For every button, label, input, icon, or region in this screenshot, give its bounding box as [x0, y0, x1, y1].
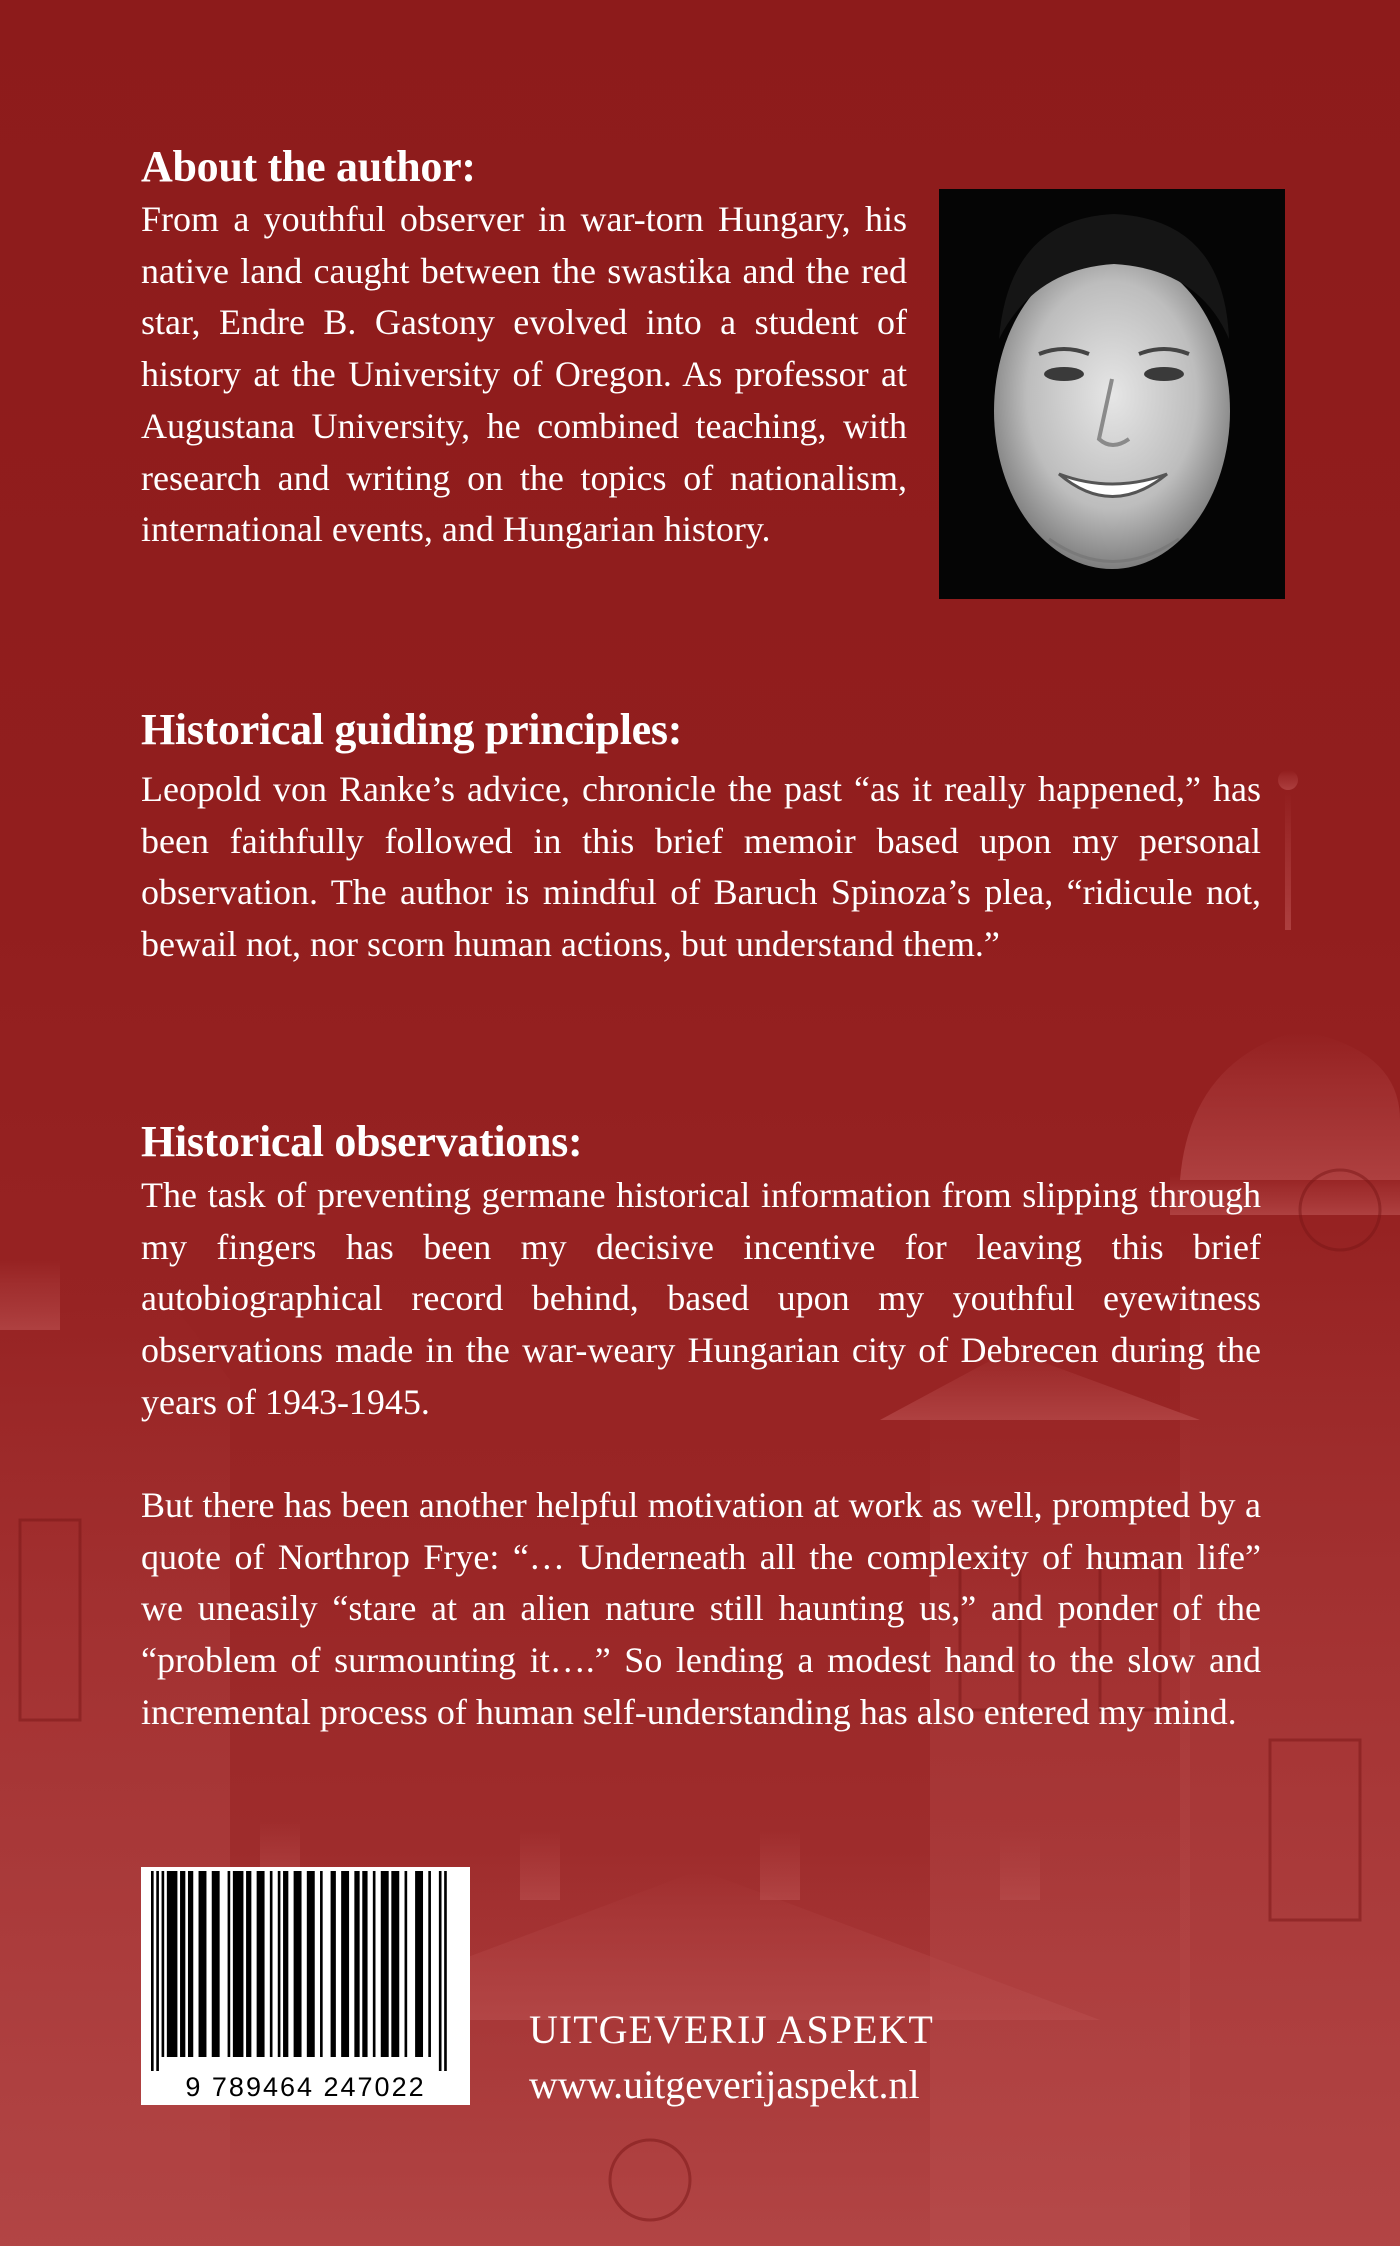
barcode-bar — [341, 1871, 349, 2057]
guiding-principles-heading: Historical guiding principles: — [141, 705, 683, 754]
barcode-bar — [354, 1871, 359, 2057]
barcode-bar — [294, 1871, 302, 2057]
barcode-bar — [257, 1871, 265, 2057]
barcode-bar — [283, 1871, 288, 2057]
barcode-guard-bar — [151, 1871, 154, 2071]
about-author-text: From a youthful observer in war-torn Hungary, his native land caught between the swastika and the red star, Endre B. Gastony evolved into a student of history at the University of Oregon. As professor at Augustana University, he combined teaching, with research and writing on the topics of nationalism, international events, and Hungarian history. — [141, 199, 907, 550]
barcode-bar — [228, 1871, 231, 2057]
barcode-bar — [428, 1871, 431, 2057]
author-photo — [939, 189, 1285, 599]
barcode-bar — [162, 1871, 165, 2057]
isbn-number: 9 789464 247022 — [185, 2072, 426, 2102]
barcode-bar — [270, 1871, 273, 2057]
barcode-bar — [331, 1871, 336, 2057]
barcode-bar — [362, 1871, 367, 2057]
barcode-bar — [199, 1871, 207, 2057]
barcode-bar — [278, 1871, 281, 2057]
isbn-barcode — [141, 1867, 470, 2105]
barcode-bar — [180, 1871, 185, 2057]
barcode-bar — [188, 1871, 193, 2057]
barcode-bar — [381, 1871, 389, 2057]
barcode-bars — [141, 1867, 470, 2105]
barcode-bar — [320, 1871, 323, 2057]
motivation-text: But there has been another helpful motivation at work as well, prompted by a quote of Northrop Frye: “… Underneath all the complexity of human life” we uneasily “stare at an alien nature still haunting us,” and ponder of the “problem of surmounting it….” So lending a modest hand to the slow and incremental process of human self-understanding has also entered my mind. — [141, 1485, 1261, 1732]
historical-observations-heading: Historical observations: — [141, 1117, 583, 1166]
barcode-bar — [246, 1871, 251, 2057]
barcode-bar — [167, 1871, 178, 2057]
barcode-bar — [415, 1871, 423, 2057]
barcode-bar — [405, 1871, 408, 2057]
barcode-bar — [391, 1871, 399, 2057]
historical-observations-text: The task of preventing germane historical information from slipping through my fingers has been my decisive incentive for leaving this brief autobiographical record behind, based upon my youthful eyewitness observations made in the war-weary Hungarian city of Debrecen during the years of 1943-1945. — [141, 1175, 1261, 1422]
guiding-principles-text: Leopold von Ranke’s advice, chronicle the past “as it really happened,” has been faithfully followed in this brief memoir based upon my personal observation. The author is mindful of Baruch Spinoza’s plea, “ridicule not, bewail not, nor scorn human actions, but understand them.” — [141, 769, 1261, 965]
barcode-bar — [233, 1871, 244, 2057]
barcode-bar — [307, 1871, 315, 2057]
barcode-bar — [373, 1871, 376, 2057]
barcode-bar — [212, 1871, 220, 2057]
barcode-guard-bar — [156, 1871, 159, 2071]
barcode-guard-bar — [444, 1871, 447, 2071]
publisher-url[interactable]: www.uitgeverijaspekt.nl — [529, 2062, 920, 2107]
about-author-heading: About the author: — [141, 142, 476, 191]
publisher-name: UITGEVERIJ ASPEKT — [529, 2007, 934, 2052]
barcode-guard-bar — [439, 1871, 442, 2071]
